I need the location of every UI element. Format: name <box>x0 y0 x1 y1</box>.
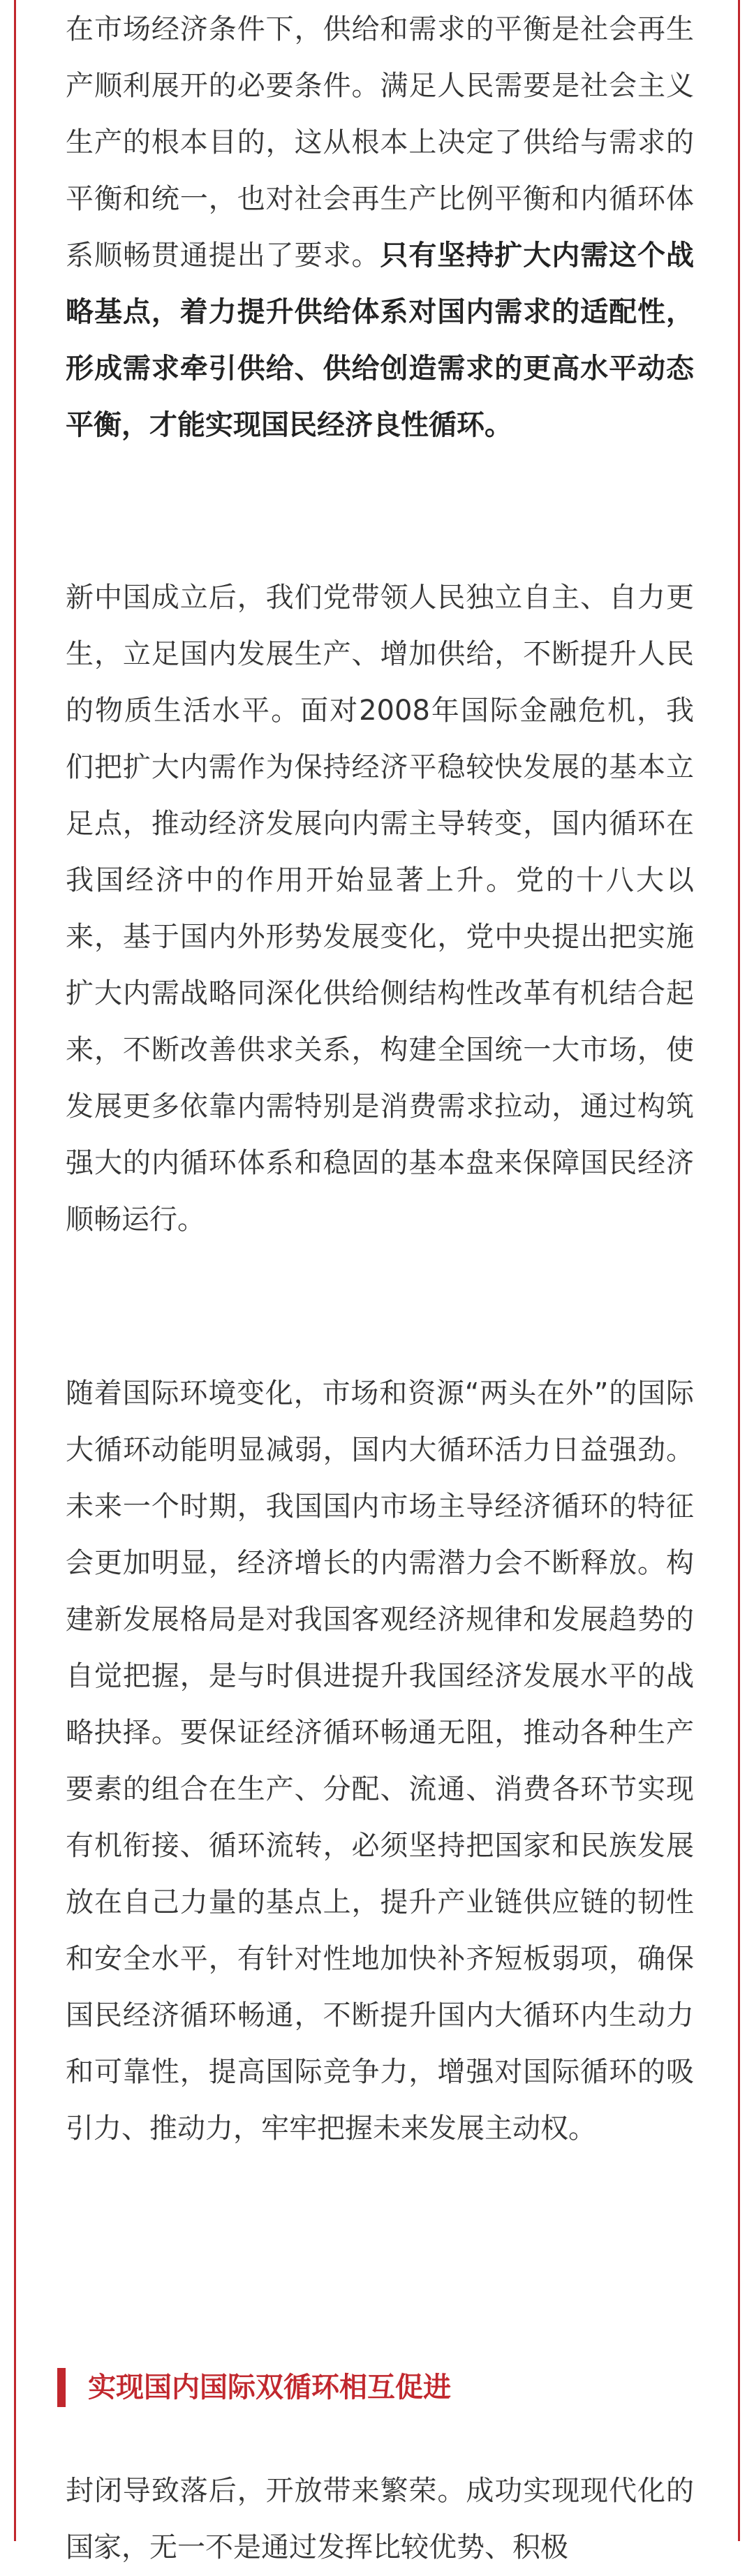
paragraph-opening-up: 封闭导致落后，开放带来繁荣。成功实现现代化的国家，无一不是通过发挥比较优势、积极 <box>66 2475 694 2563</box>
paragraph-supply-demand <box>66 1 694 454</box>
heading-accent-bar <box>57 2368 66 2407</box>
section-heading <box>57 2365 686 2407</box>
paragraph-emphasis: 只有坚持扩大内需这个战略基点，着力提升供给体系对国内需求的适配性，形成需求牵引供给、供给创造需求的更高水平动态平衡，才能实现国民经济良性循环。 <box>66 239 695 441</box>
paragraph-history: 新中国成立后，我们党带领人民独立自主、自力更生，立足国内发展生产、增加供给，不断提升人民的物质生活水平。面对2008年国际金融危机，我们把扩大内需作为保持经济平稳较快发展的基本立足点，推动经济发展向内需主导转变，国内循环在我国经济中的作用开始显著上升。党的十八大以来，基于国内外形势发展变化，党中央提出把实施扩大内需战略同深化供给侧结构性改革有机结合起来，不断改善供求关系，构建全国统一大市场，使发展更多依靠内需特别是消费需求拉动，通过构筑强大的内循环体系和稳固的基本盘来保障国民经济顺畅运行。 <box>66 582 694 1236</box>
section-heading-title: 实现国内国际双循环相互促进 <box>88 2371 451 2404</box>
paragraph-text: 在市场经济条件下，供给和需求的平衡是社会再生产顺利展开的必要条件。满足人民需要是社会主义生产的根本目的，这从根本上决定了供给与需求的平衡和统一，也对社会再生产比例平衡和内循环体系顺畅贯通提出了要求。 <box>66 13 694 272</box>
paragraph-international-environment: 随着国际环境变化，市场和资源“两头在外”的国际大循环动能明显减弱，国内大循环活力日益强劲。未来一个时期，我国国内市场主导经济循环的特征会更加明显，经济增长的内需潜力会不断释放。构建新发展格局是对我国客观经济规律和发展趋势的自觉把握，是与时俱进提升我国经济发展水平的战略抉择。要保证经济循环畅通无阻，推动各种生产要素的组合在生产、分配、流通、消费各环节实现有机衔接、循环流转，必须坚持把国家和民族发展放在自己力量的基点上，提升产业链供应链的韧性和安全水平，有针对性地加快补齐短板弱项，确保国民经济循环畅通，不断提升国内大循环内生动力和可靠性，提高国际竞争力，增强对国际循环的吸引力、推动力，牢牢把握未来发展主动权。 <box>66 1377 694 2145</box>
